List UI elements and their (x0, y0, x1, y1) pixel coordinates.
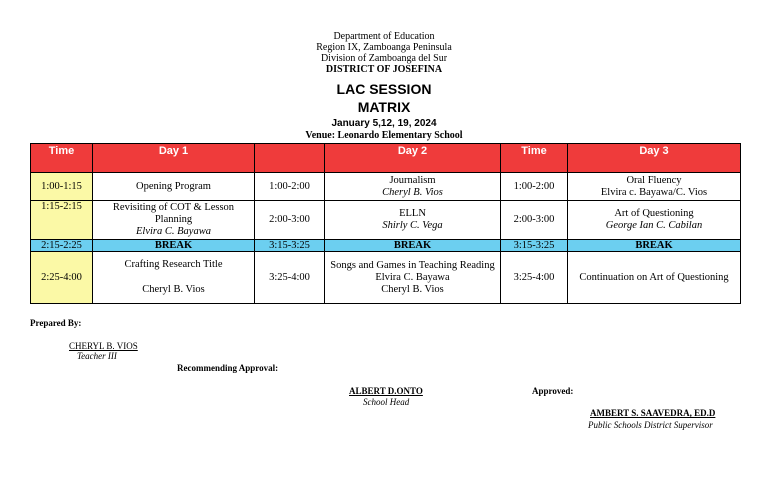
header-day-2: Day 2 (325, 144, 501, 173)
header-time-3: Time (501, 144, 568, 173)
header-day-3: Day 3 (568, 144, 741, 173)
time-cell: 1:00-1:15 (31, 173, 93, 201)
lac-matrix-table (30, 143, 741, 304)
session-cell (93, 201, 255, 240)
session-cell (568, 252, 741, 304)
session-title: Art of Questioning (614, 208, 694, 219)
session-facilitator: Elvira C. Bayawa (136, 226, 211, 237)
preparer-title: Teacher III (77, 351, 117, 361)
title-line-2: MATRIX (357, 99, 411, 115)
time-cell: 3:15-3:25 (255, 240, 325, 252)
session-facilitator: Cheryl B. Vios (382, 186, 443, 198)
district-line: DISTRICT OF JOSEFINA (325, 64, 443, 75)
approver-name: AMBERT S. SAAVEDRA, ED.D (590, 408, 716, 418)
recommender-name: ALBERT D.ONTO (349, 386, 423, 396)
time-cell: 1:15-2:15 (31, 201, 93, 240)
session-cell: Opening Program (93, 173, 255, 201)
table-row (31, 201, 741, 240)
time-cell: 2:00-3:00 (255, 201, 325, 240)
session-facilitator: Shirly C. Vega (382, 220, 443, 231)
recommender-title: School Head (363, 397, 410, 407)
session-title: Songs and Games in Teaching Reading (330, 259, 495, 271)
time-cell: 3:15-3:25 (501, 240, 568, 252)
session-title: Continuation on Art of Questioning (579, 271, 729, 283)
break-label: BREAK (325, 240, 501, 252)
time-cell: 2:25-4:00 (31, 252, 93, 304)
session-title: Journalism (389, 174, 436, 186)
session-cell (93, 252, 255, 304)
time-cell: 1:00-2:00 (501, 173, 568, 201)
header-time-1: Time (31, 144, 93, 173)
session-facilitator: Cheryl B. Vios (142, 284, 205, 295)
table-header-row (31, 144, 741, 173)
recommending-approval-label: Recommending Approval: (177, 363, 279, 373)
session-title: Crafting Research Title (124, 259, 223, 270)
department-line: Department of Education (333, 31, 435, 42)
prepared-by-label: Prepared By: (30, 318, 82, 328)
session-title: Oral Fluency (626, 174, 682, 186)
table-row (31, 173, 741, 201)
session-cell (325, 252, 501, 304)
session-facilitator: Cheryl B. Vios (381, 283, 444, 295)
division-line: Division of Zamboanga del Sur (320, 53, 448, 64)
title-line-1: LAC SESSION (336, 81, 432, 97)
session-facilitator: George Ian C. Cabilan (605, 220, 703, 231)
time-cell: 2:15-2:25 (31, 240, 93, 252)
session-cell (325, 173, 501, 201)
venue-line: Venue: Leonardo Elementary School (305, 130, 463, 141)
table-row (31, 252, 741, 304)
session-cell (325, 201, 501, 240)
time-cell: 1:00-2:00 (255, 173, 325, 201)
document-header (0, 31, 768, 141)
session-dates: January 5,12, 19, 2024 (331, 118, 437, 129)
time-cell: 2:00-3:00 (501, 201, 568, 240)
approver-title: Public Schools District Supervisor (588, 420, 713, 430)
header-day-1: Day 1 (93, 144, 255, 173)
preparer-name: CHERYL B. VIOS (69, 341, 138, 351)
time-cell: 3:25-4:00 (501, 252, 568, 304)
session-facilitator: Elvira C. Bayawa (375, 271, 450, 283)
session-title: ELLN (399, 208, 426, 219)
region-line: Region IX, Zamboanga Peninsula (316, 42, 452, 53)
header-time-2 (255, 144, 325, 173)
break-row (31, 240, 741, 252)
approved-label: Approved: (532, 386, 574, 396)
session-cell (568, 201, 741, 240)
session-cell (568, 173, 741, 201)
session-facilitator: Elvira c. Bayawa/C. Vios (600, 186, 708, 198)
break-label: BREAK (93, 240, 255, 252)
break-label: BREAK (568, 240, 741, 252)
session-title: Revisiting of COT & Lesson Planning (112, 202, 235, 225)
time-cell: 3:25-4:00 (255, 252, 325, 304)
